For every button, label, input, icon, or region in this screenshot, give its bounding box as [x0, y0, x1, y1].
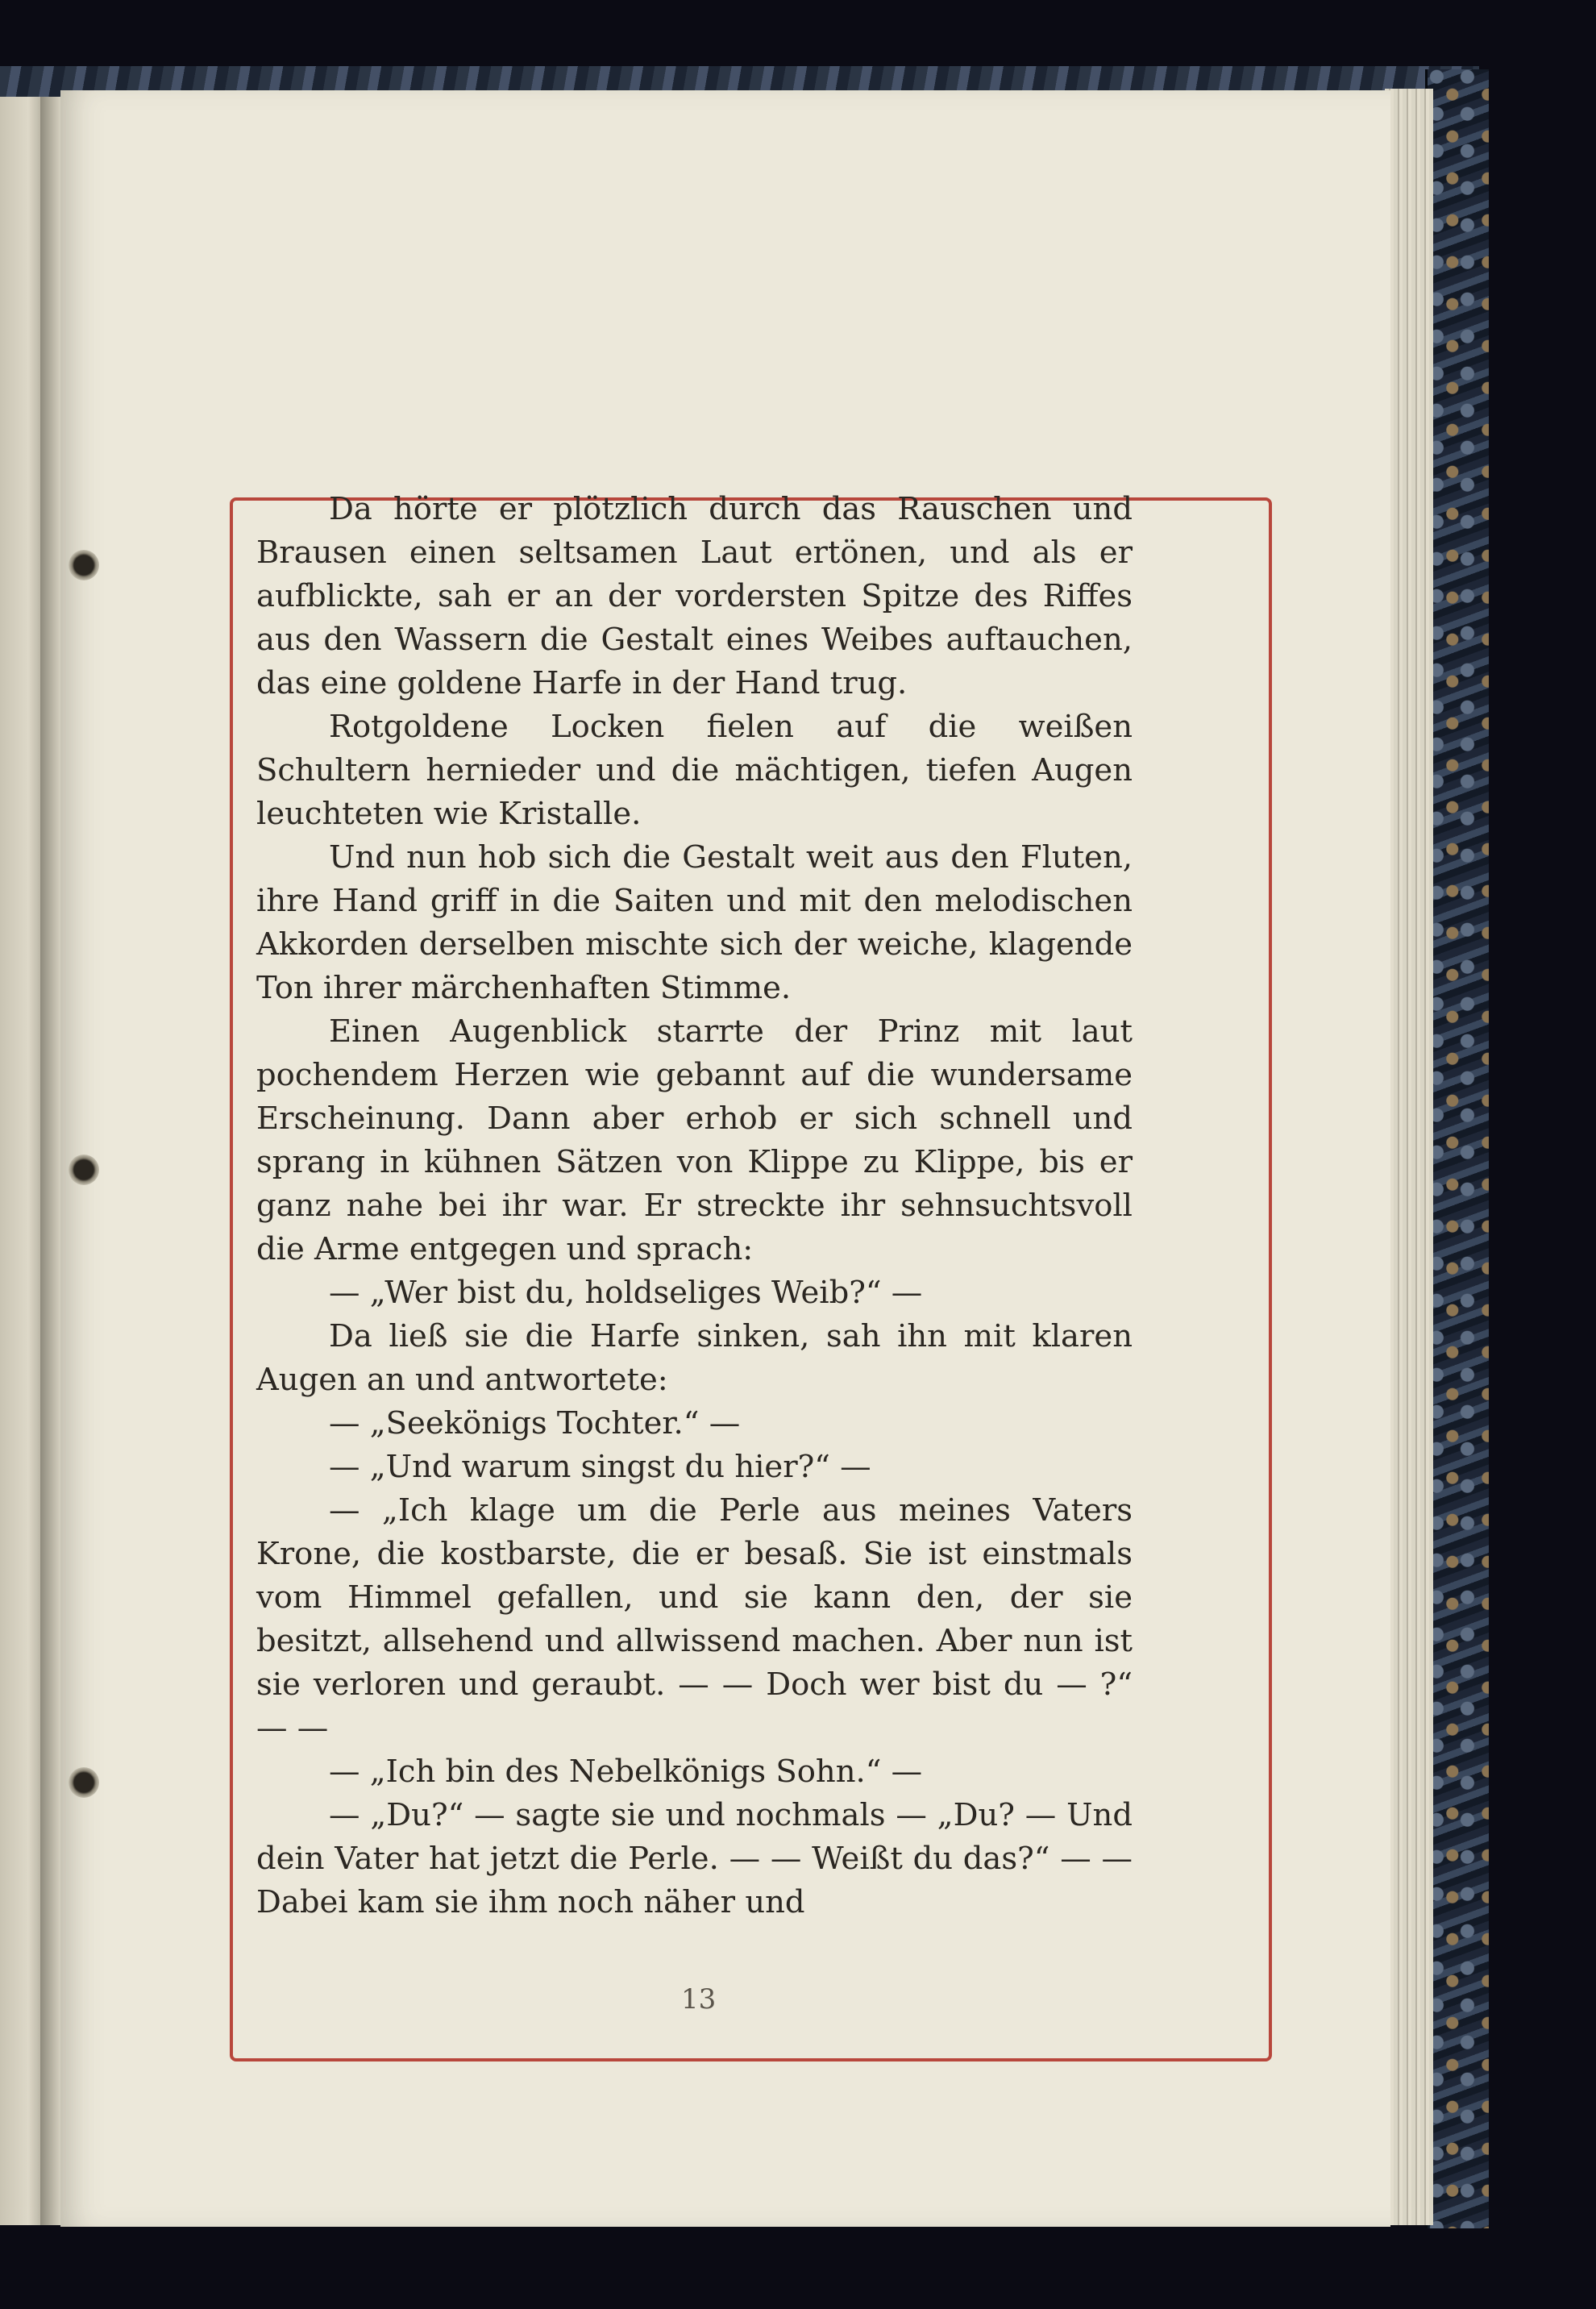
binding-hole [69, 1154, 99, 1185]
facing-page [0, 97, 40, 2225]
paragraph: Da hörte er plötzlich durch das Rauschen und Brausen einen seltsamen Laut ertönen, und als er aufblickte, sah er an der vordersten Spitze des Riffes aus den Wassern die Gestalt eines Weibes auftauchen, das eine goldene Harfe in der Hand trug. [256, 491, 1133, 701]
page-number: 13 [681, 1983, 717, 2016]
paragraph: Da ließ sie die Harfe sinken, sah ihn mit klaren Augen an und antwortete: [256, 1318, 1133, 1398]
book-cover-marbled [1425, 69, 1489, 2228]
paragraph: Und nun hob sich die Gestalt weit aus den Fluten, ihre Hand griff in die Saiten und mit den melodischen Akkorden derselben mischte sich der weiche, klagende Ton ihrer märchenhaften Stimme. [256, 839, 1133, 1006]
dialog-line: — „Ich klage um die Perle aus meines Vaters Krone, die kostbarste, die er besaß. Sie ist einstmals vom Himmel gefallen, und sie kann den, der sie besitzt, allsehend und allwissend machen. Aber nun ist sie verloren und geraubt. — — Doch wer bist du — ?“ — — [256, 1492, 1133, 1746]
dialog-line: — „Du?“ — sagte sie und nochmals — „Du? — Und dein Vater hat jetzt die Perle. — — Weißt du das?“ — — Dabei kam sie ihm noch näher und [256, 1797, 1133, 1920]
dialog-line: — „Seekönigs Tochter.“ — [329, 1405, 741, 1442]
dialog-line: — „Und warum singst du hier?“ — [329, 1449, 871, 1485]
page-edges [1385, 89, 1433, 2225]
binding-hole [69, 550, 99, 580]
dialog-line: — „Wer bist du, holdseliges Weib?“ — [329, 1275, 923, 1311]
page-text [256, 488, 1133, 1924]
paragraph: Einen Augenblick starrte der Prinz mit laut pochendem Herzen wie gebannt auf die wundersame Erscheinung. Dann aber erhob er sich schnell und sprang in kühnen Sätzen von Klippe zu Klippe, bis er ganz nahe bei ihr war. Er streckte ihr sehnsuchtsvoll die Arme entgegen und sprach: [256, 1013, 1133, 1267]
paragraph: Rotgoldene Locken fielen auf die weißen Schultern hernieder und die mächtigen, tiefen Augen leuchteten wie Kristalle. [256, 709, 1133, 832]
binding-hole [69, 1767, 99, 1798]
dialog-line: — „Ich bin des Nebelkönigs Sohn.“ — [329, 1754, 923, 1790]
